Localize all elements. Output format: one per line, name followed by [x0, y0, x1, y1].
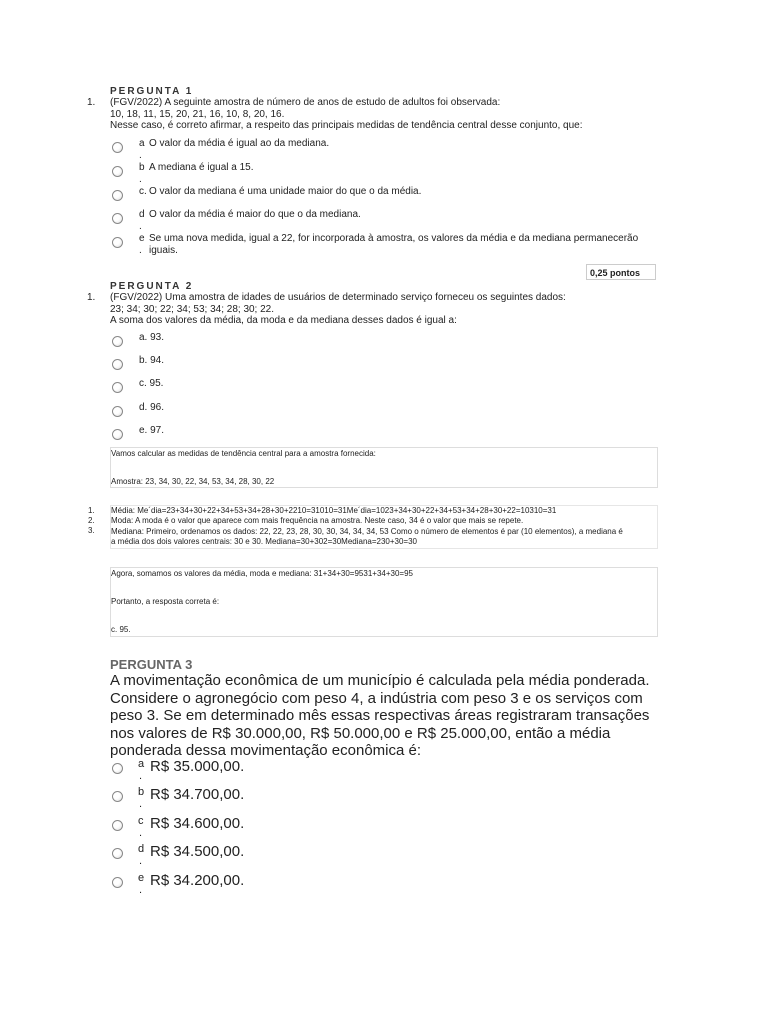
q3-option-a[interactable] — [110, 758, 410, 784]
radio-button[interactable] — [112, 213, 123, 224]
option-dot: . — [139, 884, 143, 896]
feedback-line: Amostra: 23, 34, 30, 22, 34, 53, 34, 28, 30, 22 — [111, 477, 275, 486]
question-1-title: PERGUNTA 1 — [110, 86, 194, 97]
option-text: R$ 34.600,00. — [150, 815, 245, 832]
radio-button[interactable] — [112, 763, 123, 774]
option-dot: . — [139, 827, 143, 839]
option-text: O valor da média é igual ao da mediana. — [149, 138, 330, 149]
option-label: a. 93. — [139, 332, 165, 343]
option-text: R$ 34.200,00. — [150, 872, 245, 889]
option-label: c. 95. — [139, 378, 164, 389]
feedback-line: Agora, somamos os valores da média, moda e mediana: 31+34+30=9531+34+30=95 — [111, 569, 413, 578]
radio-button[interactable] — [112, 877, 123, 888]
radio-button[interactable] — [112, 142, 123, 153]
step-item — [88, 506, 557, 516]
step-number: 3. — [88, 526, 95, 535]
q1-option-c[interactable] — [110, 186, 670, 206]
option-letter: d . — [139, 209, 145, 232]
question-3-title: PERGUNTA 3 — [110, 657, 193, 672]
step-number: 1. — [88, 506, 95, 515]
step-number: 2. — [88, 516, 95, 525]
step-item — [88, 516, 524, 526]
option-letter: e — [138, 872, 145, 884]
radio-button[interactable] — [112, 406, 123, 417]
radio-button[interactable] — [112, 429, 123, 440]
feedback-box-2 — [110, 567, 658, 637]
option-text: Se uma nova medida, igual a 22, for incorporada à amostra, os valores da média e da mediana permanecerão iguais. — [149, 233, 639, 256]
radio-button[interactable] — [112, 336, 123, 347]
radio-button[interactable] — [112, 820, 123, 831]
feedback-steps — [88, 505, 658, 549]
radio-button[interactable] — [112, 359, 123, 370]
step-item — [88, 526, 657, 547]
feedback-box-1 — [110, 447, 658, 488]
option-dot: . — [139, 798, 143, 810]
option-letter: e . — [139, 233, 145, 256]
feedback-line: c. 95. — [111, 625, 131, 634]
question-1-text: (FGV/2022) A seguinte amostra de número de anos de estudo de adultos foi observada: 10, 18, 11, 15, 20, 21, 16, 10, 8, 20, 16. Nesse caso, é correto afirmar, a respeito das principais medidas de tendência central desse conjunto, que: — [110, 97, 583, 131]
q2-option-d[interactable] — [110, 402, 670, 422]
option-letter: c. — [139, 186, 147, 197]
option-label: e. 97. — [139, 425, 165, 436]
radio-button[interactable] — [112, 166, 123, 177]
radio-button[interactable] — [112, 848, 123, 859]
option-text: O valor da mediana é uma unidade maior do que o da média. — [149, 186, 422, 197]
question-2-title: PERGUNTA 2 — [110, 281, 194, 292]
points-badge: 0,25 pontos — [586, 264, 656, 280]
question-2-text: (FGV/2022) Uma amostra de idades de usuários de determinado serviço forneceu os seguintes dados: 23; 34; 30; 22; 34; 53; 34; 28; 30; 22. A soma dos valores da média, da moda e da mediana desses dados é igual a: — [110, 292, 566, 326]
q2-option-c[interactable] — [110, 378, 670, 398]
step-text: Moda: A moda é o valor que aparece com mais frequência na amostra. Neste caso, 34 é o valor que mais se repete. — [111, 516, 524, 525]
feedback-line: Portanto, a resposta correta é: — [111, 597, 220, 606]
option-dot: . — [139, 855, 143, 867]
option-letter: b . — [139, 162, 145, 185]
feedback-line: Vamos calcular as medidas de tendência central para a amostra fornecida: — [111, 449, 376, 458]
radio-button[interactable] — [112, 237, 123, 248]
option-dot: . — [139, 770, 143, 782]
option-letter: a — [138, 758, 145, 770]
q2-option-e[interactable] — [110, 425, 670, 445]
option-letter: d — [138, 843, 145, 855]
question-2-number: 1. — [87, 292, 96, 303]
option-letter: a . — [139, 138, 145, 161]
option-label: b. 94. — [139, 355, 165, 366]
option-text: R$ 34.500,00. — [150, 843, 245, 860]
step-text: Média: Me´dia=23+34+30+22+34+53+34+28+30+2210=31010=31Me´dia=1023+34+30+22+34+53+34+28+30+22=10310=31 — [111, 506, 557, 515]
option-text: R$ 34.700,00. — [150, 786, 245, 803]
q1-option-e[interactable] — [110, 233, 670, 257]
option-label: d. 96. — [139, 402, 165, 413]
q1-option-b[interactable] — [110, 162, 670, 185]
option-letter: c — [138, 815, 144, 827]
q1-option-d[interactable] — [110, 209, 670, 232]
q2-option-b[interactable] — [110, 355, 670, 375]
q2-option-a[interactable] — [110, 332, 670, 352]
question-1-number: 1. — [87, 97, 96, 108]
q1-option-a[interactable] — [110, 138, 670, 161]
question-3-text: A movimentação econômica de um município é calculada pela média ponderada. Considere o agronegócio com peso 4, a indústria com peso 3 e os serviços com peso 3. Se em determinado mês essas respectivas áreas registraram transações nos valores de R$ 30.000,00, R$ 50.000,00 e R$ 25.000,00, então a média ponderada dessa movimentação econômica é: — [110, 672, 650, 759]
step-text: Mediana: Primeiro, ordenamos os dados: 22, 22, 23, 28, 30, 30, 34, 34, 34, 53 Como o número de elementos é par (10 elementos), a mediana é a média dos dois valores centrais: 30 e 30. Mediana=30+302=30Mediana=230+30=30 — [111, 527, 623, 546]
q3-option-e[interactable] — [110, 872, 410, 898]
q3-option-c[interactable] — [110, 815, 410, 841]
q3-option-b[interactable] — [110, 786, 410, 812]
radio-button[interactable] — [112, 190, 123, 201]
option-text: O valor da média é maior do que o da mediana. — [149, 209, 361, 220]
option-text: A mediana é igual a 15. — [149, 162, 254, 173]
option-text: R$ 35.000,00. — [150, 758, 245, 775]
radio-button[interactable] — [112, 791, 123, 802]
q3-option-d[interactable] — [110, 843, 410, 869]
radio-button[interactable] — [112, 382, 123, 393]
option-letter: b — [138, 786, 145, 798]
